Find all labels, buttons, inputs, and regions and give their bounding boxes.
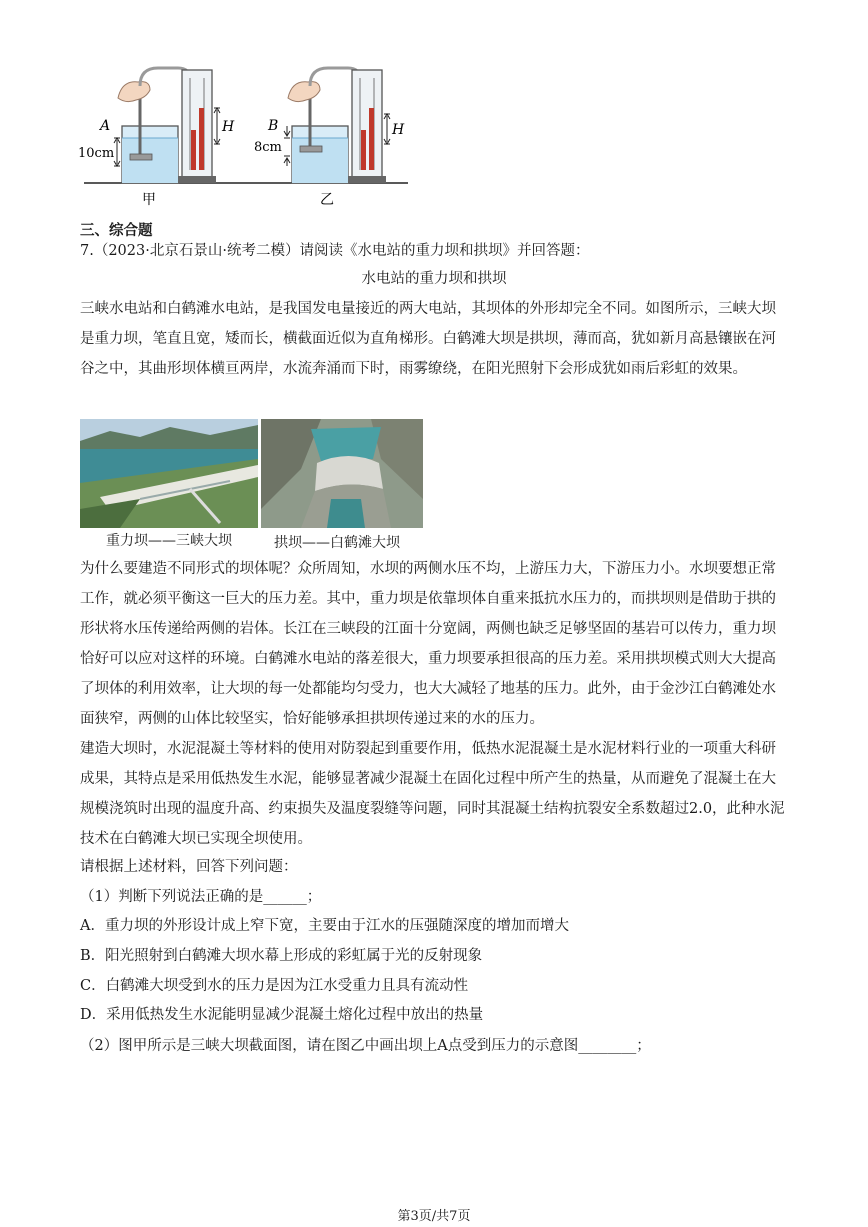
option-b: B．阳光照射到白鹤滩大坝水幕上形成的彩虹属于光的反射现象 [80, 948, 483, 964]
option-a: A．重力坝的外形设计成上窄下宽，主要由于江水的压强随深度的增加而增大 [80, 918, 569, 934]
option-d: D．采用低热发生水泥能明显减少混凝土熔化过程中放出的热量 [80, 1007, 484, 1023]
answer-prompt: 请根据上述材料，回答下列问题： [80, 859, 298, 875]
paragraph-intro: 三峡水电站和白鹤滩水电站，是我国发电量接近的两大电站，其坝体的外形却完全不同。如图所示，三峡大坝是重力坝，笔直且宽，矮而长，横截面近似为直角梯形。白鹤滩大坝是拱坝，薄而高，犹如新月高悬镶嵌在河谷之中，其曲形坝体横亘两岸，水流奔涌而下时，雨雾缭绕，在阳光照射下会形成犹如雨后彩虹的效果。 [80, 301, 776, 377]
question-intro: 7.（2023·北京石景山·统考二模）请阅读《水电站的重力坝和拱坝》并回答题： [80, 243, 590, 259]
label-point-a: A [100, 118, 111, 134]
option-c: C．白鹤滩大坝受到水的压力是因为江水受重力且具有流动性 [80, 978, 469, 994]
article-title: 水电站的重力坝和拱坝 [361, 271, 507, 287]
label-point-b: B [268, 118, 279, 134]
label-jia: 甲 [142, 192, 156, 208]
setup-yi [284, 68, 390, 183]
paragraph-why-different: 为什么要建造不同形式的坝体呢？众所周知，水坝的两侧水压不均，上游压力大，下游压力小。水坝要想正常工作，就必须平衡这一巨大的压力差。其中，重力坝是依靠坝体自重来抵抗水压力的，而拱坝则是借助于拱的形状将水压传递给两侧的岩体。长江在三峡段的江面十分宽阔，两侧也缺乏足够坚固的基岩可以传力，重力坝恰好可以应对这样的环境。白鹤滩水电站的落差很大，重力坝要承担很高的压力差。采用拱坝模式则大大提高了坝体的利用效率，让大坝的每一处都能均匀受力，也大大减轻了地基的压力。此外，由于金沙江白鹤滩处水面狭窄，两侧的山体比较坚实，恰好能够承担拱坝传递过来的水的压力。 [80, 561, 776, 727]
setup-jia [114, 68, 220, 183]
paragraph-concrete: 建造大坝时，水泥混凝土等材料的使用对防裂起到重要作用，低热水泥混凝土是水泥材料行业的一项重大科研成果，其特点是采用低热发生水泥，能够显著减少混凝土在固化过程中所产生的热量，从而避免了混凝土在大规模浇筑时出现的温度升高、约束损失及温度裂缝等问题，同时其混凝土结构抗裂安全系数超过2.0，此种水泥技术在白鹤滩大坝已实现全坝使用。 [80, 741, 785, 847]
question-2: （2）图甲所示是三峡大坝截面图，请在图乙中画出坝上A点受到压力的示意图________； [80, 1038, 651, 1054]
label-height-h-right: H [392, 122, 405, 138]
question-1: （1）判断下列说法正确的是______； [80, 889, 322, 905]
pressure-experiment-figure [78, 58, 418, 208]
page-footer: 第3页/共7页 [397, 1209, 471, 1224]
label-height-h-left: H [222, 119, 235, 135]
label-depth-a: 10cm [78, 146, 115, 161]
section-title: 三、综合题 [80, 222, 153, 239]
photo-three-gorges-dam [80, 419, 258, 528]
label-yi: 乙 [320, 192, 334, 208]
caption-gravity-dam: 重力坝——三峡大坝 [106, 533, 232, 549]
photo-baihetan-dam [261, 419, 423, 528]
caption-arch-dam: 拱坝——白鹤滩大坝 [274, 535, 400, 551]
label-depth-b: 8cm [254, 140, 282, 155]
